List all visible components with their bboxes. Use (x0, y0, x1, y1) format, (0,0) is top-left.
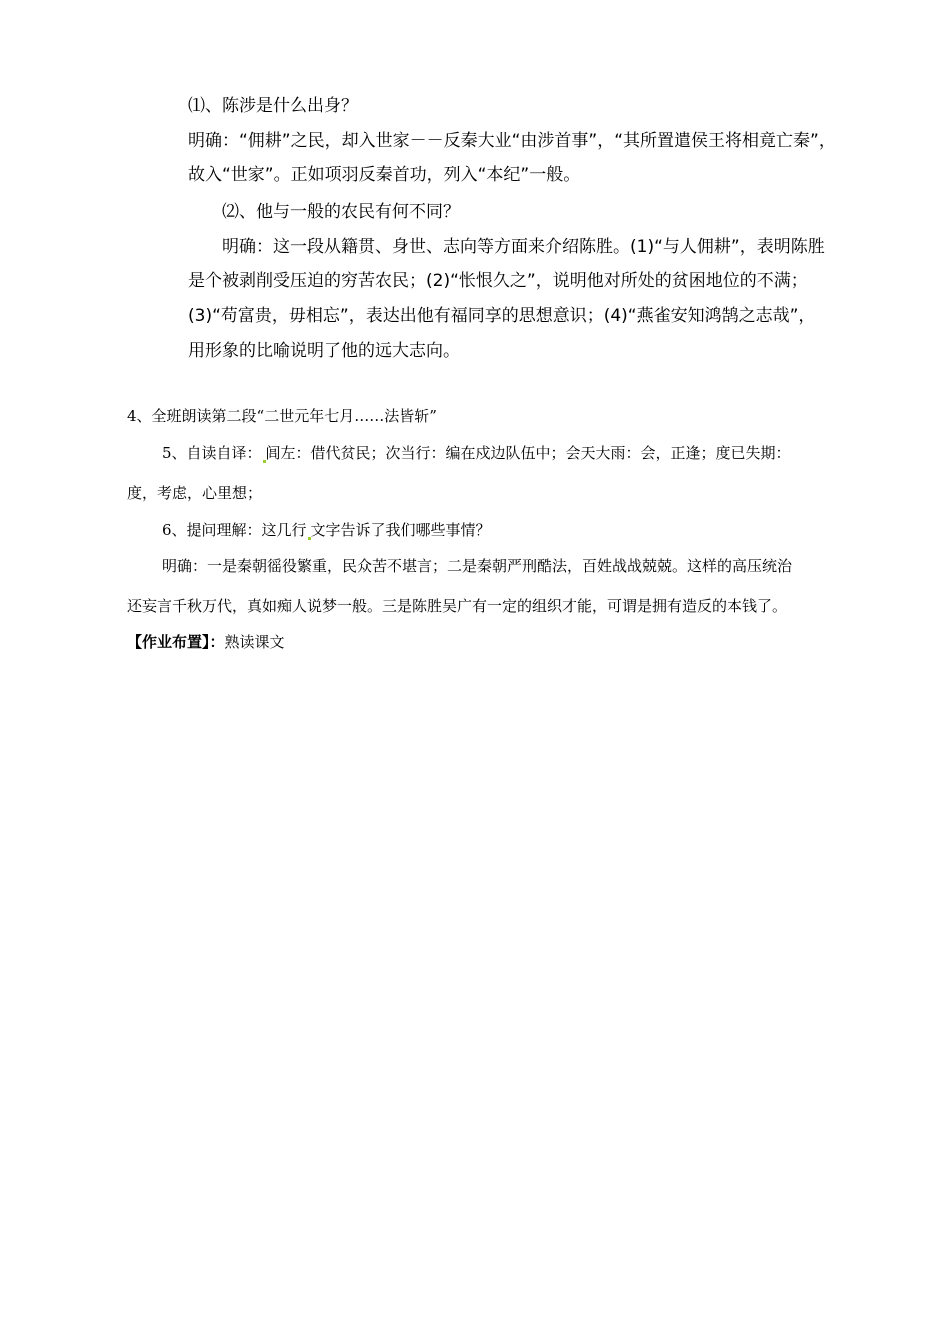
homework (127, 631, 285, 652)
step-6-answer-line-2: 还妄言千秋万代，真如痴人说梦一般。三是陈胜吴广有一定的组织才能，可谓是拥有造反的本钱了。 (127, 597, 788, 615)
step-6-line-1 (162, 519, 491, 540)
step-5-line-2: 度，考虑，心里想； (127, 484, 263, 502)
step-5-line-1 (162, 442, 791, 463)
answer-1-line-2: 故入“世家”。正如项羽反秦首功，列入“本纪”一般。 (188, 165, 581, 185)
answer-1-line-1: 明确：“佣耕”之民，却入世家－－反秦大业“由涉首事”，“其所置遣侯王将相竟亡秦”， (188, 131, 836, 151)
question-1: ⑴、陈涉是什么出身？ (188, 96, 358, 116)
homework-label: 【作业布置】： (127, 633, 225, 651)
step-5-text: 闾左：借代贫民；次当行：编在戍边队伍中；会天大雨：会，正逢；度已失期： (265, 444, 791, 462)
homework-text: 熟读课文 (224, 633, 285, 651)
answer-2-line-2: 是个被剥削受压迫的穷苦农民；(2)“怅恨久之”，说明他对所处的贫困地位的不满； (188, 271, 808, 291)
answer-2-line-3: (3)“苟富贵，毋相忘”，表达出他有福同享的思想意识；(4)“燕雀安知鸿鹄之志哉”， (188, 306, 816, 326)
step-5-label: 5、自读自译： (162, 444, 262, 462)
question-2: ⑵、他与一般的农民有何不同？ (222, 202, 460, 222)
step-6-label: 6、提问理解：这几行 (162, 521, 307, 539)
answer-2-line-1: 明确：这一段从籍贯、身世、志向等方面来介绍陈胜。(1)“与人佣耕”，表明陈胜 (222, 237, 825, 257)
step-6-text: 文字告诉了我们哪些事情？ (310, 521, 491, 539)
step-6-answer-line-1: 明确：一是秦朝徭役繁重，民众苦不堪言；二是秦朝严刑酷法，百姓战战兢兢。这样的高压统治 (162, 557, 793, 575)
answer-2-line-4: 用形象的比喻说明了他的远大志向。 (188, 341, 460, 361)
step-4: 4、全班朗读第二段“二世元年七月……法皆斩” (127, 407, 437, 425)
